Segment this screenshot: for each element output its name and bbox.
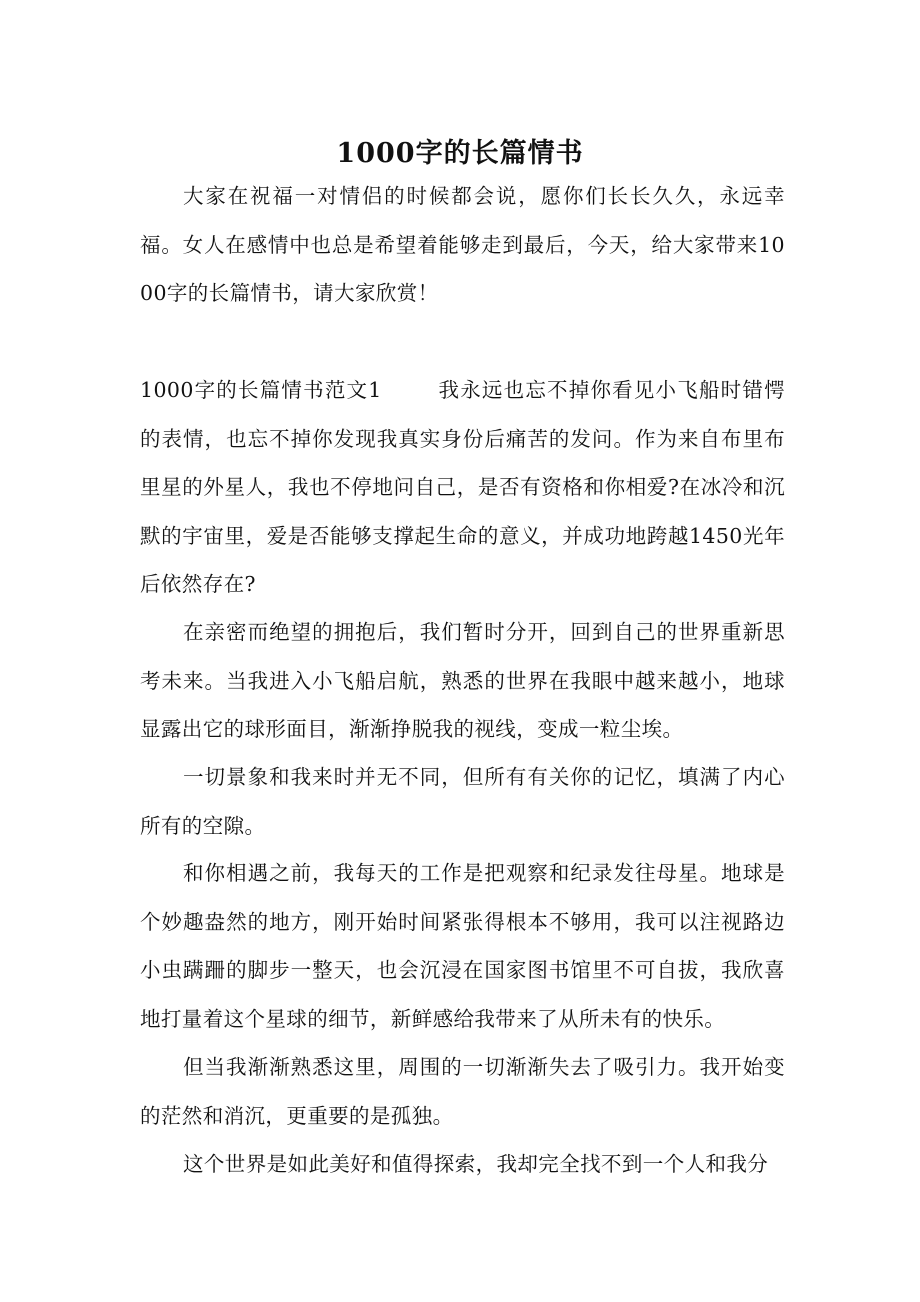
intro-paragraph: 大家在祝福一对情侣的时候都会说，愿你们长长久久，永远幸福。女人在感情中也总是希望着能够走到最后，今天，给大家带来1000字的长篇情书，请大家欣赏！ — [140, 184, 785, 305]
paragraph-4: 和你相遇之前，我每天的工作是把观察和纪录发往母星。地球是个妙趣盎然的地方，刚开始时间紧张得根本不够用，我可以注视路边小虫蹒跚的脚步一整天，也会沉浸在国家图书馆里不可自拔，我欣喜地打量着这个星球的细节，新鲜感给我带来了从所未有的快乐。 — [140, 861, 785, 1031]
paragraph-5: 但当我渐渐熟悉这里，周围的一切渐渐失去了吸引力。我开始变的茫然和消沉，更重要的是孤独。 — [140, 1055, 785, 1128]
section-first-paragraph — [140, 366, 785, 609]
paragraph-6: 这个世界是如此美好和值得探索，我却完全找不到一个人和我分 — [183, 1152, 769, 1176]
section-heading: 1000字的长篇情书范文1 — [140, 378, 382, 402]
paragraph-1: 我永远也忘不掉你看见小飞船时错愕的表情，也忘不掉你发现我真实身份后痛苦的发问。作为来自布里布里星的外星人，我也不停地问自己，是否有资格和你相爱?在冰冷和沉默的宇宙里，爱是否能够支撑起生命的意义，并成功地跨越1450光年后依然存在? — [140, 378, 785, 596]
page-title: 1000字的长篇情书 — [336, 138, 584, 170]
paragraph-3: 一切景象和我来时并无不同，但所有有关你的记忆，填满了内心所有的空隙。 — [140, 765, 785, 838]
paragraph-2: 在亲密而绝望的拥抱后，我们暂时分开，回到自己的世界重新思考未来。当我进入小飞船启航，熟悉的世界在我眼中越来越小，地球显露出它的球形面目，渐渐挣脱我的视线，变成一粒尘埃。 — [140, 620, 785, 741]
